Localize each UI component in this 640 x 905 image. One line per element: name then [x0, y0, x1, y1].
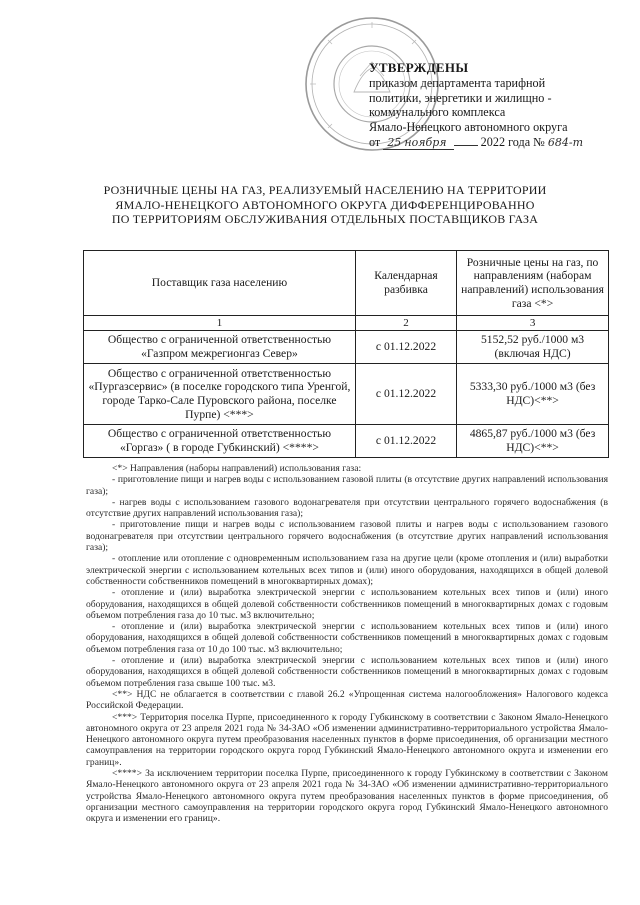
footnote: <***> Территория поселка Пурпе, присоединенного к городу Губкинскому в соответствии с Законом Ямало-Ненецкого автономного округа от 23 апреля 2021 года № 34-ЗАО «Об изменении административно-территориального устройства Ямало-Ненецкого автономного округа путем преобразования населенных пунктов в форме присоединения, об организации местного самоуправления на территории городского округа город Губкинский Ямало-Ненецкого автономного округа и изменении его границ».: [86, 711, 608, 768]
footnote: - приготовление пищи и нагрев воды с использованием газовой плиты и нагрев воды с использованием газового водонагревателя при отсутствии центрального горячего водоснабжения (в отсутствие других направлений использования газа);: [86, 519, 608, 554]
footnote: - отопление или отопление с одновременным использованием газа на другие цели (кроме отопления и (или) выработки электрической энергии с использованием котельных всех типов и (или) иного оборудования, находящихся в общей долевой собственности собственников помещений в многоквартирных домах);: [86, 553, 608, 587]
footnote: - отопление и (или) выработка электрической энергии с использованием котельных всех типов и (или) иного оборудования, находящихся в общей долевой собственности собственников помещений в многоквартирных домах с годовым объемом потребления газа от 10 до 100 тыс. м3 включительно;: [86, 621, 608, 655]
footnote: <****> За исключением территории поселка Пурпе, присоединенного к городу Губкинскому в соответствии с Законом Ямало-Ненецкого автономного округа от 23 апреля 2021 года № 34-ЗАО «Об изменении административно-территориального устройства Ямало-Ненецкого автономного округа путем преобразования населенных пунктов в форме присоединения, об организации местного самоуправления на территории городского округа город Губкинский Ямало-Ненецкого автономного округа и изменении его границ».: [86, 768, 608, 825]
approval-line: политики, энергетики и жилищно -: [369, 90, 552, 105]
cell-price: 5152,52 руб./1000 м3 (включая НДС): [457, 331, 609, 364]
footnote: <**> НДС не облагается в соответствии с главой 26.2 «Упрощенная система налогообложения» Налогового кодекса Российской Федерации.: [86, 688, 608, 712]
footnote: <*> Направления (наборы направлений) использования газа:: [112, 463, 362, 474]
title-line: ЯМАЛО-НЕНЕЦКОГО АВТОНОМНОГО ОКРУГА ДИФФЕРЕНЦИРОВАННО: [115, 197, 535, 212]
cell-price: 4865,87 руб./1000 м3 (без НДС)<**>: [457, 425, 609, 458]
table-row: [84, 364, 609, 425]
approval-line: коммунального комплекса: [369, 105, 506, 120]
prices-table: [83, 250, 609, 458]
table-row: [84, 331, 609, 364]
title-line: РОЗНИЧНЫЕ ЦЕНЫ НА ГАЗ, РЕАЛИЗУЕМЫЙ НАСЕЛЕНИЮ НА ТЕРРИТОРИИ: [103, 183, 547, 197]
column-number: 3: [457, 316, 609, 331]
footnote: - отопление и (или) выработка электрической энергии с использованием котельных всех типов и (или) иного оборудования, находящихся в общей долевой собственности собственников помещений в многоквартирных домах с годовым объемом потребления газа до 10 тыс. м3 включительно;: [86, 587, 608, 621]
header-supplier: Поставщик газа населению: [84, 251, 356, 316]
date-prefix: от: [369, 134, 381, 149]
cell-period: с 01.12.2022: [355, 425, 456, 458]
table-header-row: [84, 251, 609, 316]
approval-line: Ямало-Ненецкого автономного округа: [369, 120, 568, 135]
cell-supplier: Общество с ограниченной ответственностью «Пургазсервис» (в поселке городского типа Уренгой, городе Тарко-Сале Пуровского района, поселке Пурпе) <***>: [84, 364, 356, 425]
document-title: [70, 183, 580, 227]
footnote: - приготовление пищи и нагрев воды с использованием газовой плиты (в отсутствие других направлений использования газа);: [86, 474, 608, 497]
cell-period: с 01.12.2022: [355, 364, 456, 425]
header-period: Календарная разбивка: [355, 251, 456, 316]
title-line: ПО ТЕРРИТОРИЯМ ОБСЛУЖИВАНИЯ ОТДЕЛЬНЫХ ПОСТАВЩИКОВ ГАЗА: [111, 212, 539, 226]
approval-line: приказом департамента тарифной: [369, 75, 546, 90]
footnote: - отопление и (или) выработка электрической энергии с использованием котельных всех типов и (или) иного оборудования, находящихся в общей долевой собственности собственников помещений в многоквартирных домах с годовым объемом потребления газа свыше 100 тыс. м3.: [86, 655, 608, 689]
footnote: - нагрев воды с использованием газового водонагревателя при отсутствии центрального горячего водоснабжения (в отсутствие других направлений использования газа);: [86, 496, 608, 520]
cell-supplier: Общество с ограниченной ответственностью «Газпром межрегионгаз Север»: [84, 331, 356, 364]
header-price: Розничные цены на газ, по направлениям (наборам направлений) использования газа <*>: [457, 251, 609, 316]
cell-supplier: Общество с ограниченной ответственностью «Горгаз» ( в городе Губкинский) <****>: [84, 425, 356, 458]
date-year: 2022 года №: [480, 134, 545, 149]
cell-price: 5333,30 руб./1000 м3 (без НДС)<**>: [457, 364, 609, 425]
date-month: ноября: [404, 135, 447, 149]
date-day: 25: [387, 135, 402, 149]
order-number: 684-т: [547, 135, 584, 149]
cell-period: с 01.12.2022: [355, 331, 456, 364]
approval-date: [369, 135, 609, 151]
footnotes: [86, 463, 608, 825]
approval-block: [369, 61, 609, 151]
approval-heading: УТВЕРЖДЕНЫ: [369, 60, 469, 75]
column-number: 2: [355, 316, 456, 331]
table-row: [84, 425, 609, 458]
column-number: 1: [84, 316, 356, 331]
table-number-row: [84, 316, 609, 331]
